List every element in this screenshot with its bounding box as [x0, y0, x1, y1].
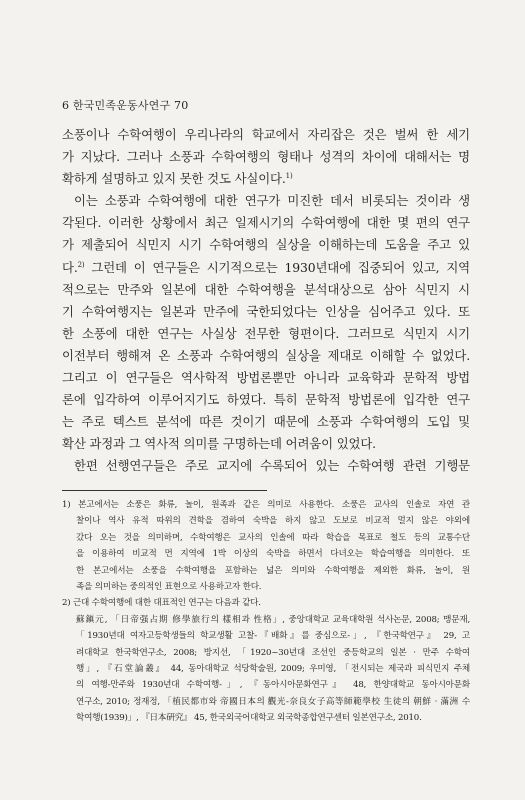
body-line: 는 주로 텍스트 분석에 따른 것이기 때문에 소풍과 수학여행의 도입 및	[62, 414, 470, 430]
footnotes	[62, 497, 470, 726]
footnote-line: 족을 의미하는 중의적인 표현으로 사용하고자 한다.	[76, 581, 262, 592]
body-line: 그리고 이 연구들은 역사학적 방법론뿐만 아니라 교육학과 문학적 방법	[62, 370, 470, 386]
footnote-rule	[62, 490, 267, 491]
body-line: 가 지났다. 그러나 소풍과 수학여행의 형태나 성격의 차이에 대해서는 명	[62, 149, 470, 165]
footnote-line: 1) 본고에서는 소풍은 화류, 놀이, 원족과 같은 의미로 사용한다. 소풍은 교사의 인솔로 자연 관	[62, 500, 470, 510]
body-line: 각된다. 이러한 상황에서 최근 일제시기의 수학여행에 대한 몇 편의 연구	[62, 215, 470, 231]
running-head: 6 한국민족운동사연구 70	[62, 99, 189, 112]
body-text	[62, 124, 470, 478]
footnote-line: 연구소, 2010; 정재정, 「植民都市와 帝國日本의 觀光-奈良女子高等師範學校 生徒의 朝鮮 · 滿洲 수	[76, 696, 470, 707]
body-line: 한 소풍에 대한 연구는 사실상 전무한 형편이다. 그러므로 식민지 시기	[62, 325, 470, 341]
footnote-line: 려대학교 한국학연구소, 2008; 방지선, 「1920~30년대 조선인 중등학교의 일본 · 만주 수학여	[76, 647, 470, 658]
footnote-line: 갔다 오는 것을 의미하며, 수학여행은 교사의 인솔에 따라 학습을 목표로 철도 등의 교통수단	[76, 532, 470, 543]
body-line: 한편 선행연구들은 주로 교지에 수록되어 있는 수학여행 관련 기행문	[74, 458, 470, 474]
footnote-line: 「1930년대 여자고등학생들의 학교생활 고찰-『배화』를 중심으로-」, 『한국학연구』 29, 고	[76, 631, 470, 642]
body-line: 기 수학여행지는 일본과 만주에 국한되었다는 인상을 심어주고 있다. 또	[62, 303, 470, 319]
body-line: 이는 소풍과 수학여행에 대한 연구가 미진한 데서 비롯되는 것이라 생	[74, 193, 470, 209]
body-line: 소풍이나 수학여행이 우리나라의 학교에서 자리잡은 것은 벌써 한 세기	[62, 127, 470, 142]
footnote-ref: 2)	[77, 260, 85, 269]
body-line: 이전부터 행해져 온 소풍과 수학여행의 실상을 제대로 이해할 수 없었다.	[62, 347, 470, 363]
body-line: 확하게 설명하고 있지 못한 것도 사실이다.$^{1)}$	[62, 171, 293, 187]
footnote-line: 을 이용하여 비교적 먼 지역에 1박 이상의 숙박을 하면서 다녀오는 학습여행을 의미한다. 또	[76, 549, 470, 560]
footnote-line: 2) 근대 수학여행에 대한 대표적인 연구는 다음과 같다.	[62, 598, 261, 609]
body-line: 다.$^{2)}$ 그런데 이 연구들은 시기적으로는 1930년대에 집중되어 있고, 지역	[62, 259, 470, 275]
footnote-line: 행」, 『石堂論叢』 44, 동아대학교 석당학술원, 2009; 우미영, 「전시되는 제국과 피식민지 주체	[76, 663, 470, 674]
footnote-line: 학여행(1939)」, 『日本硏究』 45, 한국외국어대학교 외국학종합연구센터 일본연구소, 2010.	[76, 713, 422, 724]
body-line: 론에 입각하여 이루어지기도 하였다. 특히 문학적 방법론에 입각한 연구	[62, 392, 470, 408]
footnote-line: 의 여행-만주와 1930년대 수학여행-」, 『동아시아문화연구』 48, 한양대학교 동아시아문화	[76, 680, 470, 691]
footnote-line: 蘇鎭元, 「日帝强占期 修學旅行의 樣相과 性格」, 중앙대학교 교육대학원 석사논문, 2008; 맹문재,	[76, 614, 470, 625]
body-line: 적으로는 만주와 일본에 대한 수학여행을 분석대상으로 삼아 식민지 시	[62, 281, 470, 297]
footnote-line: 찰이나 역사 유적 따위의 견학을 겸하여 숙박을 하지 않고 도보로 비교적 멀지 않은 야외에	[76, 516, 470, 527]
body-line: 가 제출되어 식민지 시기 수학여행의 실상을 이해하는데 도움을 주고 있	[62, 237, 470, 253]
footnote-ref: 1)	[285, 172, 293, 181]
body-line: 확산 과정과 그 역사적 의미를 구명하는데 어려움이 있었다.	[62, 436, 376, 452]
footnote-line: 한 본고에서는 소풍을 수학여행을 포함하는 넓은 의미와 수학여행을 제외한 화류, 놀이, 원	[76, 565, 470, 576]
